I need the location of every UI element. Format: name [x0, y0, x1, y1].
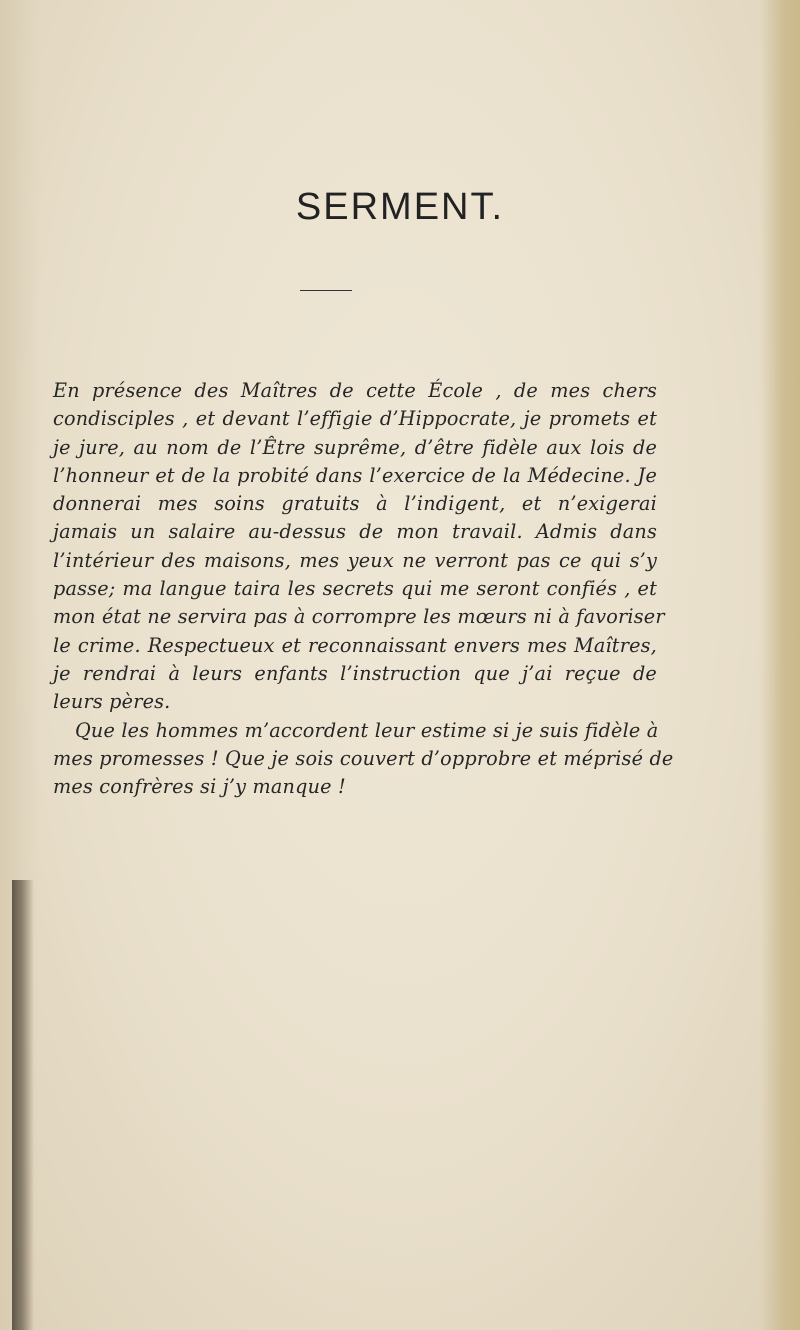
title-divider — [300, 290, 352, 291]
text-line: mes confrères si j’y manque ! — [53, 775, 346, 799]
text-line: je rendrai à leurs enfants l’instruction que j’ai reçue de — [53, 661, 657, 685]
text-line: donnerai mes soins gratuits à l’indigent, et n’exigerai — [53, 492, 657, 516]
oath-paragraph-2 — [53, 717, 674, 802]
text-line: condisciples , et devant l’effigie d’Hippocrate, je promets et — [53, 407, 657, 431]
text-line: le crime. Respectueux et reconnaissant envers mes Maîtres, — [53, 633, 657, 657]
text-line: passe; ma langue taira les secrets qui me seront confiés , et — [53, 577, 657, 601]
text-line: mes promesses ! Que je sois couvert d’opprobre et méprisé de — [53, 746, 674, 770]
text-line: je jure, au nom de l’Être suprême, d’être fidèle aux lois de — [53, 435, 657, 459]
text-line: l’intérieur des maisons, mes yeux ne verront pas ce qui s’y — [53, 548, 657, 572]
oath-paragraph-1 — [53, 377, 665, 717]
text-line: mon état ne servira pas à corrompre les mœurs ni à favoriser — [53, 605, 665, 629]
text-line: Que les hommes m’accordent leur estime si je suis fidèle à — [75, 718, 659, 742]
binding-shadow — [12, 880, 34, 1330]
text-line: leurs pères. — [53, 690, 171, 714]
page-title: SERMENT. — [295, 186, 505, 228]
text-line: jamais un salaire au-dessus de mon travail. Admis dans — [53, 520, 657, 544]
text-line: En présence des Maîtres de cette École , de mes chers — [53, 379, 657, 402]
oath-text — [53, 377, 674, 801]
text-line: l’honneur et de la probité dans l’exercice de la Médecine. Je — [53, 463, 657, 487]
